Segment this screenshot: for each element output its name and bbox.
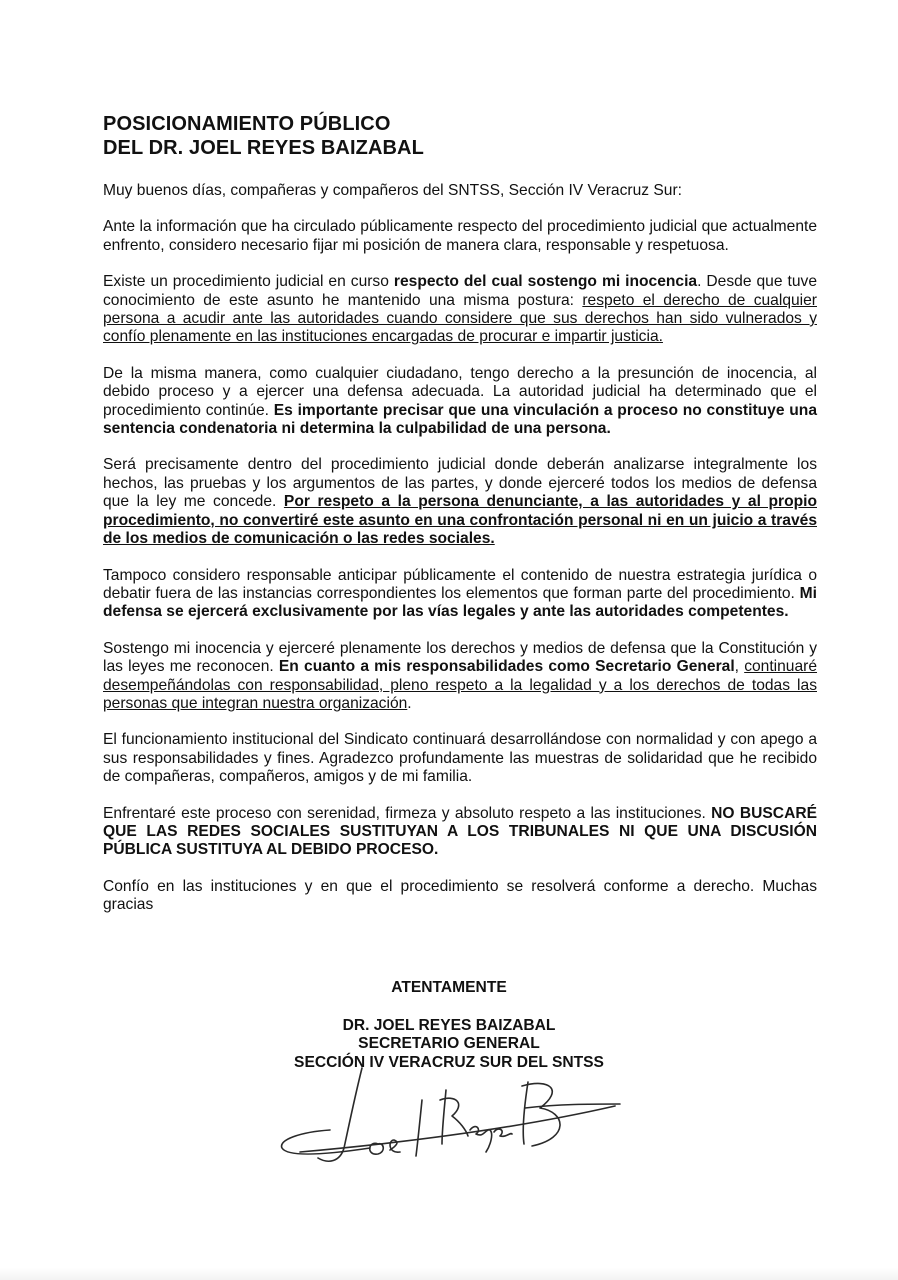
- signatory-role: SECRETARIO GENERAL: [358, 1035, 540, 1053]
- signatory-name: DR. JOEL REYES BAIZABAL: [342, 1017, 556, 1034]
- paragraph-6-text-a: Sostengo mi inocencia y ejerceré plenamente los derechos y medios de defensa que la Constitución y las leyes me reconocen.: [103, 639, 817, 676]
- paragraph-6-text-c: ,: [734, 658, 745, 676]
- paragraph-4-text-a: Será precisamente dentro del procedimiento judicial donde deberán analizarse integralmente los hechos, las pruebas y los argumentos de las partes, y donde ejerceré todos los medios de defensa que la ley me concede.: [103, 456, 817, 511]
- paragraph-2-text-a: Existe un procedimiento judicial en curso: [103, 273, 394, 291]
- paragraph-9: Confío en las instituciones y en que el procedimiento se resolverá conforme a derecho. Muchas gracias: [103, 877, 817, 914]
- paragraph-5-text-a: Tampoco considero responsable anticipar públicamente el contenido de nuestra estrategia jurídica o debatir fuera de las instancias correspondientes los elementos que forman parte del procedimiento.: [103, 566, 817, 602]
- paragraph-2-bold: respecto del cual sostengo mi inocencia: [393, 273, 698, 291]
- paragraph-4: [103, 456, 817, 548]
- closing-salutation: ATENTAMENTE: [391, 979, 507, 996]
- paragraph-6-text-e: .: [407, 694, 412, 712]
- paragraph-2-underline: respeto el derecho de cualquier persona a acudir ante las autoridades cuando considere que sus derechos han sido vulnerados y confío plenamente en las instituciones encargadas de procurar e impartir justicia.: [103, 291, 817, 346]
- paragraph-3-text-a: De la misma manera, como cualquier ciudadano, tengo derecho a la presunción de inocencia, al debido proceso y a ejercer una defensa adecuada. La autoridad judicial ha determinado que el procedimiento continúe.: [103, 364, 817, 419]
- paragraph-6-underline: continuaré desempeñándolas con responsabilidad, pleno respeto a la legalidad y a los derechos de todas las personas que integran nuestra organización: [103, 658, 818, 712]
- document-title: [103, 112, 817, 160]
- greeting-paragraph: Muy buenos días, compañeras y compañeros del SNTSS, Sección IV Veracruz Sur:: [103, 182, 682, 199]
- title-line-1: POSICIONAMIENTO PÚBLICO: [103, 113, 391, 135]
- paragraph-8-text-a: Enfrentaré este proceso con serenidad, firmeza y absoluto respeto a las instituciones.: [103, 804, 712, 822]
- paragraph-2-text-c: . Desde que tuve conocimiento de este asunto he mantenido una misma postura:: [103, 273, 817, 309]
- page-bottom-edge: [0, 1268, 898, 1280]
- title-line-2: DEL DR. JOEL REYES BAIZABAL: [103, 137, 424, 159]
- paragraph-2: [103, 273, 817, 347]
- paragraph-8-bold: NO BUSCARÉ QUE LAS REDES SOCIALES SUSTITUYAN A LOS TRIBUNALES NI QUE UNA DISCUSIÓN PÚBLICA SUSTITUYA AL DEBIDO PROCESO.: [103, 804, 817, 859]
- document-body: [103, 112, 817, 933]
- paragraph-8: [103, 805, 817, 860]
- paragraph-3: [103, 365, 817, 439]
- paragraph-6-bold: En cuanto a mis responsabilidades como Secretario General: [278, 658, 735, 676]
- paragraph-5: [103, 567, 817, 622]
- paragraph-7: El funcionamiento institucional del Sindicato continuará desarrollándose con normalidad y con apego a sus responsabilidades y fines. Agradezco profundamente las muestras de solidaridad que he recibido de compañeras, compañeros, amigos y de mi familia.: [103, 731, 817, 786]
- paragraph-1: Ante la información que ha circulado públicamente respecto del procedimiento judicial que actualmente enfrento, considero necesario fijar mi posición de manera clara, responsable y respetuosa.: [103, 218, 817, 254]
- paragraph-5-bold: Mi defensa se ejercerá exclusivamente por las vías legales y ante las autoridades competentes.: [103, 584, 817, 621]
- signatory-section: SECCIÓN IV VERACRUZ SUR DEL SNTSS: [294, 1053, 604, 1071]
- paragraph-3-bold: Es importante precisar que una vinculación a proceso no constituye una sentencia condenatoria ni determina la culpabilidad de una persona.: [103, 401, 818, 438]
- paragraph-4-bold-underline: Por respeto a la persona denunciante, a las autoridades y al propio procedimiento, no convertiré este asunto en una confrontación personal ni en un juicio a través de los medios de comunicación o las redes sociales.: [103, 493, 817, 548]
- paragraph-6: [103, 640, 817, 714]
- handwritten-signature: [270, 1060, 650, 1175]
